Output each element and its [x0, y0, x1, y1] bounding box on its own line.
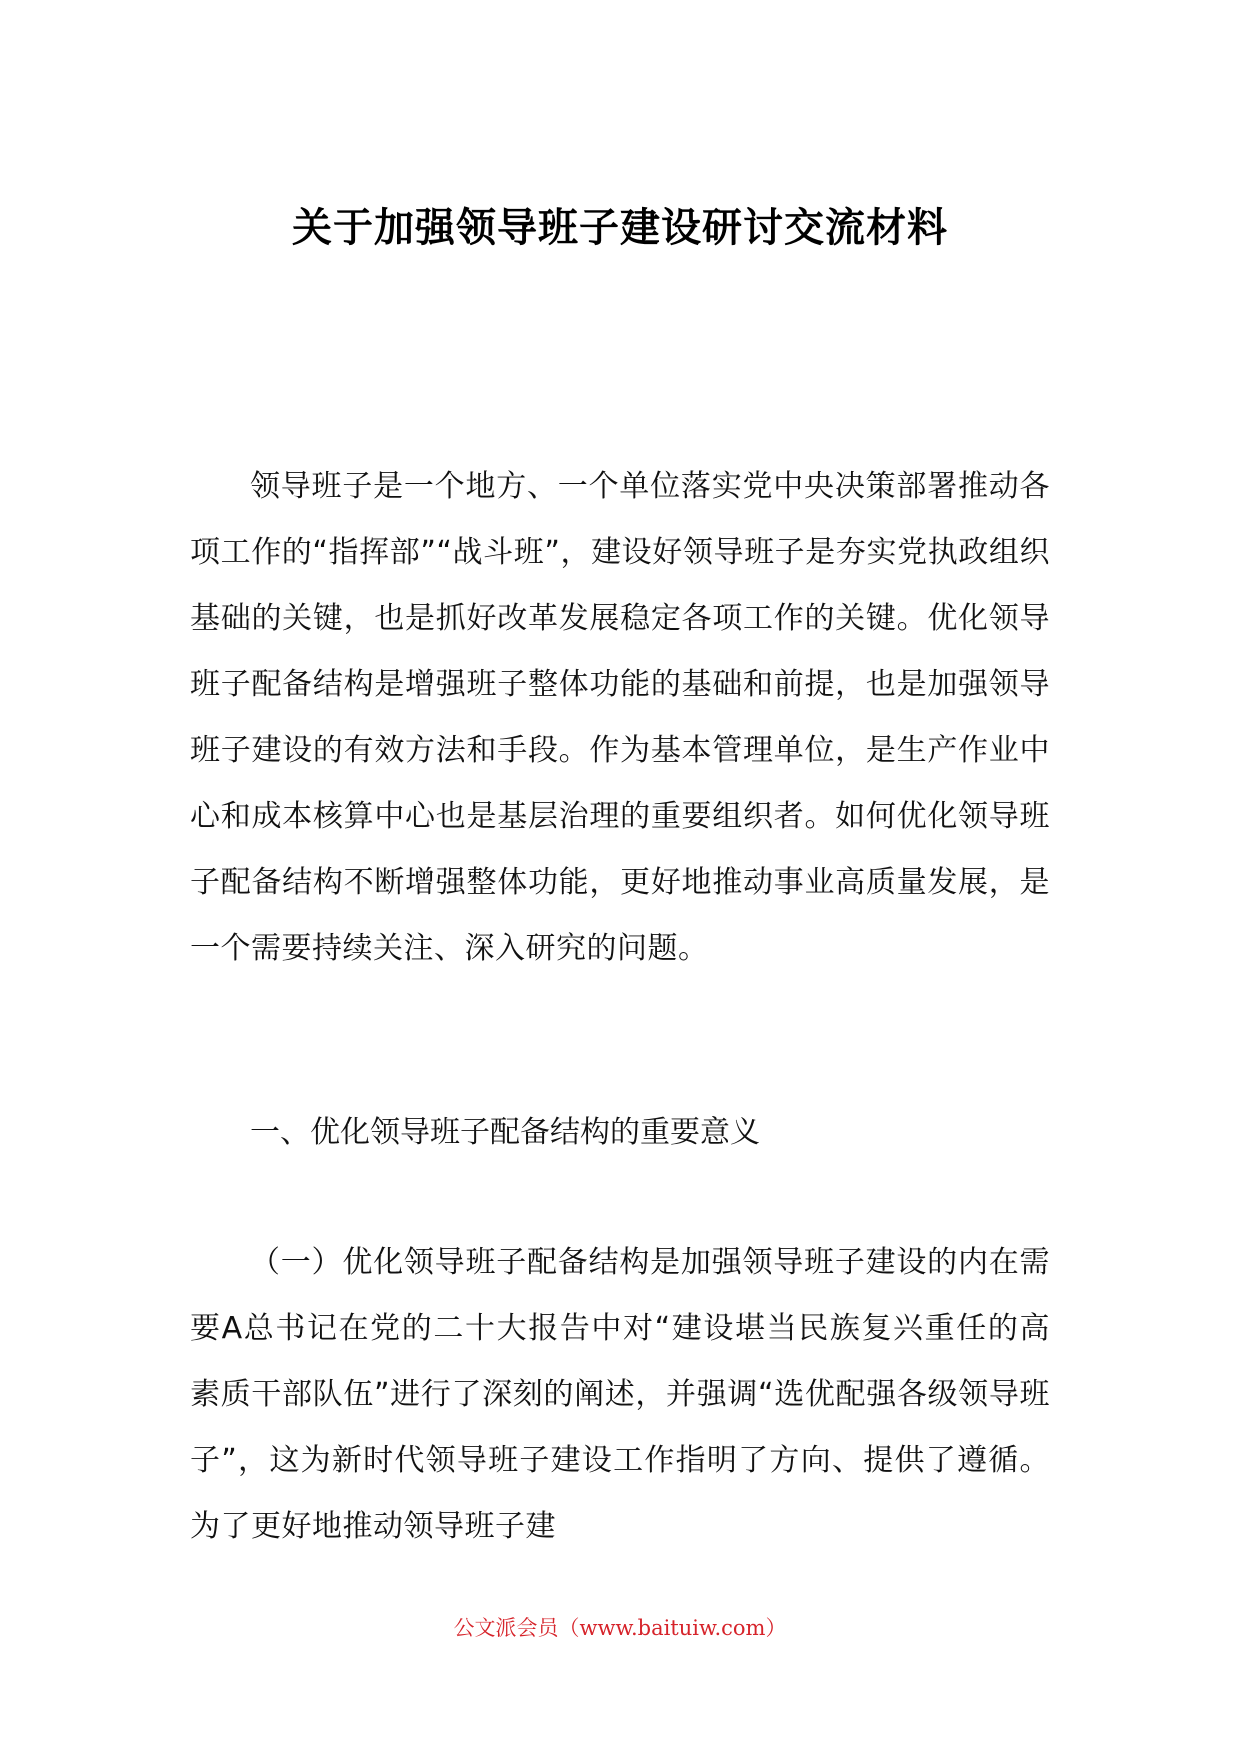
subsection-paragraph: （一）优化领导班子配备结构是加强领导班子建设的内在需要A总书记在党的二十大报告中对“建设堪当民族复兴重任的高素质干部队伍”进行了深刻的阐述，并强调“选优配强各级领导班子”，这为新时代领导班子建设工作指明了方向、提供了遵循。为了更好地推动领导班子建	[190, 1245, 1050, 1544]
document-title: 关于加强领导班子建设研讨交流材料	[292, 205, 948, 251]
intro-paragraph: 领导班子是一个地方、一个单位落实党中央决策部署推动各项工作的“指挥部”“战斗班”，建设好领导班子是夯实党执政组织基础的关键，也是抓好改革发展稳定各项工作的关键。优化领导班子配备结构是增强班子整体功能的基础和前提，也是加强领导班子建设的有效方法和手段。作为基本管理单位，是生产作业中心和成本核算中心也是基层治理的重要组织者。如何优化领导班子配备结构不断增强整体功能，更好地推动事业高质量发展，是一个需要持续关注、深入研究的问题。	[190, 469, 1050, 966]
footer-watermark: 公文派会员（www.baituiw.com）	[453, 1616, 787, 1640]
section-heading: 一、优化领导班子配备结构的重要意义	[250, 1115, 760, 1150]
